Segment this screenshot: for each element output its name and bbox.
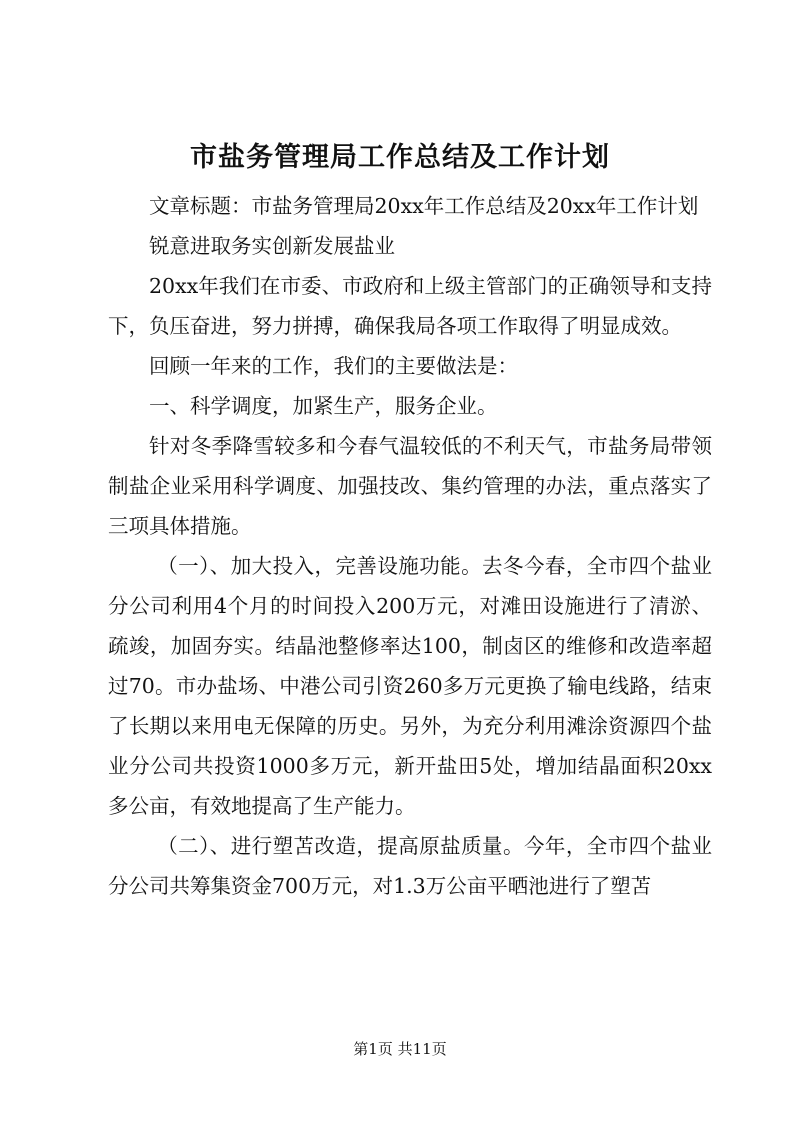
page-number-footer: 第1页 共11页 (353, 1040, 447, 1058)
section-heading-one: 一、科学调度，加紧生产，服务企业。 (149, 394, 498, 418)
document-title: 市盐务管理局工作总结及工作计划 (190, 142, 610, 173)
paragraph-review: 回顾一年来的工作，我们的主要做法是： (149, 354, 518, 378)
paragraph-article-title: 文章标题：市盐务管理局20xx年工作总结及20xx年工作计划 (149, 194, 699, 218)
paragraph-item-two: （二）、进行塑苫改造，提高原盐质量。今年，全市四个盐业分公司共筹集资金700万元，对1.3万公亩平晒池进行了塑苫 (108, 834, 712, 898)
paragraph-item-one: （一）、加大投入，完善设施功能。去冬今春，全市四个盐业分公司利用4个月的时间投入200万元，对滩田设施进行了清淤、疏竣，加固夯实。结晶池整修率达100，制卤区的维修和改造率超过70。市办盐场、中港公司引资260多万元更换了输电线路，结束了长期以来用电无保障的历史。另外，为充分利用滩涂资源四个盐业分公司共投资1000多万元，新开盐田5处，增加结晶面积20xx多公亩，有效地提高了生产能力。 (108, 554, 712, 818)
paragraph-slogan: 锐意进取务实创新发展盐业 (149, 234, 395, 258)
paragraph-measures: 针对冬季降雪较多和今春气温较低的不利天气，市盐务局带领制盐企业采用科学调度、加强技改、集约管理的办法，重点落实了三项具体措施。 (108, 434, 712, 538)
paragraph-intro: 20xx年我们在市委、市政府和上级主管部门的正确领导和支持下，负压奋进，努力拼搏，确保我局各项工作取得了明显成效。 (108, 274, 712, 338)
document-body (108, 186, 712, 906)
